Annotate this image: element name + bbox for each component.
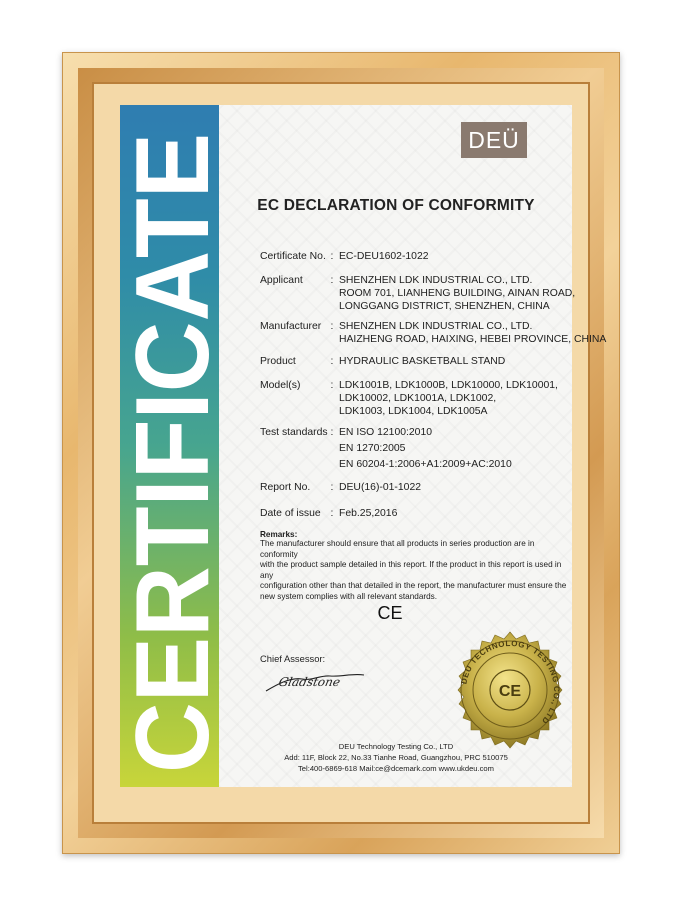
remarks-body — [260, 539, 572, 603]
remarks-heading: Remarks: — [260, 530, 298, 539]
gold-seal — [450, 630, 570, 755]
applicant-label: Applicant — [260, 275, 303, 286]
models-line: LDK1003, LDK1004, LDK1005A — [339, 406, 488, 417]
product-label: Product — [260, 356, 296, 367]
report-no-value: DEU(16)-01-1022 — [339, 482, 422, 493]
footer-company: DEU Technology Testing Co., LTD — [338, 742, 454, 751]
product-value: HYDRAULIC BASKETBALL STAND — [339, 356, 506, 367]
certificate-no-value: EC-DEU1602-1022 — [339, 251, 429, 262]
certificate-paper — [115, 93, 607, 787]
test-standard-line: EN 60204-1:2006+A1:2009+AC:2010 — [339, 459, 512, 470]
models-line: LDK1001B, LDK1000B, LDK10000, LDK10001, — [339, 380, 558, 391]
colon: : — [330, 380, 334, 391]
test-standards-label: Test standards — [260, 427, 328, 438]
applicant-line: SHENZHEN LDK INDUSTRIAL CO., LTD. — [339, 275, 533, 286]
report-no-label: Report No. — [260, 482, 311, 493]
remarks-line: new system complies with all relevant standards. — [260, 591, 438, 601]
manufacturer-line: HAIZHENG ROAD, HAIXING, HEBEI PROVINCE, CHINA — [339, 334, 607, 345]
certificate-no-label: Certificate No. — [260, 251, 326, 262]
applicant-line: ROOM 701, LIANHENG BUILDING, AINAN ROAD, — [339, 288, 576, 299]
date-of-issue-value: Feb.25,2016 — [339, 508, 398, 519]
models-label: Model(s) — [260, 380, 301, 391]
seal-ring-text: DEU TECHNOLOGY TESTING CO., LTD — [459, 638, 562, 726]
ce-mark-text: CE — [377, 603, 403, 623]
models-line: LDK10002, LDK1001A, LDK1002, — [339, 393, 497, 404]
colon: : — [330, 508, 334, 519]
remarks-line: with the product sample detailed in this report. If the product in this report is used in any — [260, 560, 562, 580]
manufacturer-label: Manufacturer — [260, 321, 322, 332]
colon: : — [330, 482, 334, 493]
test-standard-line: EN ISO 12100:2010 — [339, 427, 433, 438]
colon: : — [330, 321, 334, 332]
remarks-line: configuration other than that detailed in the report, the manufacturer must ensure the — [260, 581, 567, 591]
colon: : — [330, 356, 334, 367]
colon: : — [330, 427, 334, 438]
colon: : — [330, 251, 334, 262]
signature-text: Gladstone — [277, 675, 342, 689]
test-standard-line: EN 1270:2005 — [339, 443, 406, 454]
applicant-line: LONGGANG DISTRICT, SHENZHEN, CHINA — [339, 301, 550, 312]
signature — [260, 667, 370, 702]
footer-contact: Tel:400-6869-618 Mail:ce@dcemark.com www.ukdeu.com — [298, 764, 494, 773]
date-of-issue-label: Date of issue — [260, 508, 321, 519]
seal-center-text: CE — [498, 683, 522, 700]
ce-mark — [375, 602, 405, 629]
colon: : — [330, 275, 334, 286]
footer-address: Add: 11F, Block 22, No.33 Tianhe Road, Guangzhou, PRC 510075 — [284, 753, 508, 762]
certificate-title: EC DECLARATION OF CONFORMITY — [257, 197, 535, 214]
band-word: CERTIFICATE — [115, 93, 231, 773]
remarks-line: The manufacturer should ensure that all products in series production are in conformity — [260, 539, 535, 559]
band-word-container — [115, 93, 231, 787]
manufacturer-line: SHENZHEN LDK INDUSTRIAL CO., LTD. — [339, 321, 533, 332]
deu-logo: DEÜ — [461, 122, 527, 158]
chief-assessor-label: Chief Assessor: — [260, 653, 326, 664]
